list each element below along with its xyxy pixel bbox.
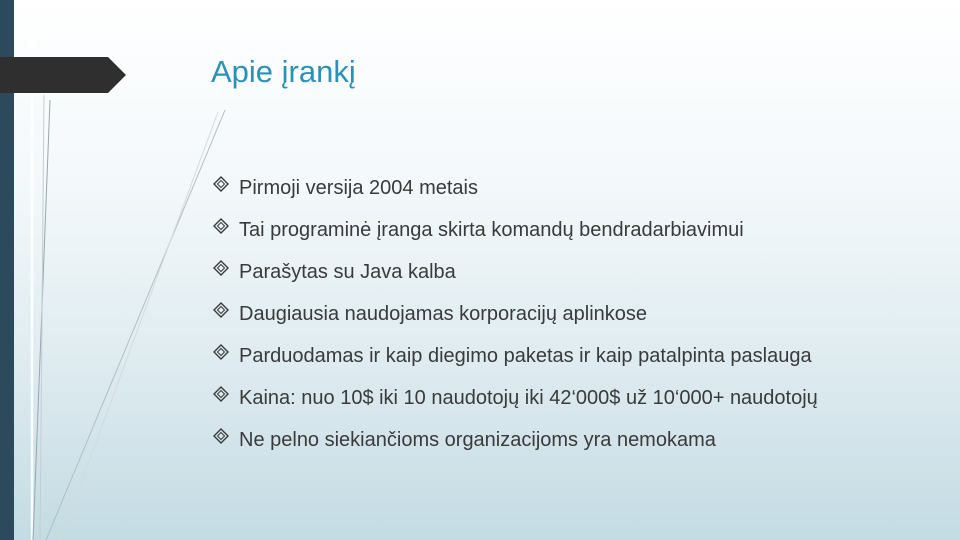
bullet-text: Parašytas su Java kalba — [239, 261, 456, 283]
bullet-text: Pirmoji versija 2004 metais — [239, 177, 478, 199]
diamond-bullet-icon — [213, 176, 229, 192]
bullet-item — [213, 258, 913, 286]
bullet-item — [213, 342, 913, 370]
diamond-bullet-icon — [213, 302, 229, 318]
bullet-item — [213, 216, 913, 244]
diamond-bullet-icon — [213, 260, 229, 276]
bullet-text: Daugiausia naudojamas korporacijų aplinkose — [239, 303, 648, 325]
bullet-item — [213, 426, 913, 454]
slide-title: Apie įrankį — [211, 54, 356, 89]
diamond-bullet-icon — [213, 428, 229, 444]
diamond-bullet-icon — [213, 218, 229, 234]
diamond-bullet-icon — [213, 344, 229, 360]
bullet-text: Kaina: nuo 10$ iki 10 naudotojų iki 42‘000$ už 10‘000+ naudotojų — [239, 387, 818, 409]
bullet-list — [213, 174, 913, 468]
bullet-item — [213, 384, 913, 412]
bullet-text: Tai programinė įranga skirta komandų bendradarbiavimui — [239, 219, 744, 241]
bullet-item — [213, 300, 913, 328]
diamond-bullet-icon — [213, 386, 229, 402]
bullet-text: Parduodamas ir kaip diegimo paketas ir kaip patalpinta paslauga — [239, 345, 812, 367]
bullet-text: Ne pelno siekiančioms organizacijoms yra nemokama — [239, 429, 716, 451]
bullet-item — [213, 174, 913, 202]
title-tab-shape — [0, 57, 126, 93]
